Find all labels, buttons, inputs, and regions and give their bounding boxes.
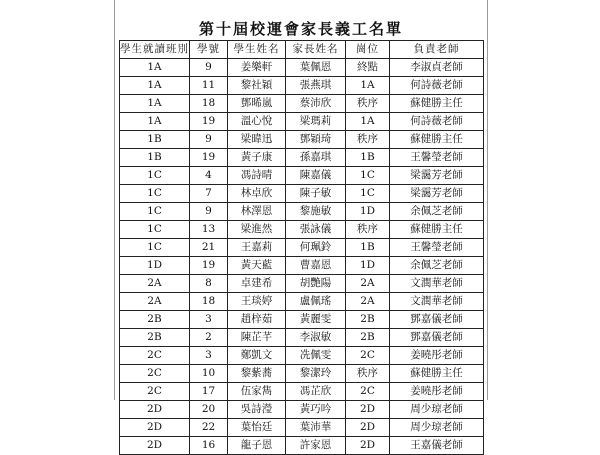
table-row (120, 347, 484, 365)
parent-name-cell: 黃巧吟 (286, 401, 346, 419)
student-name-cell: 王嘉莉 (228, 239, 286, 257)
table-row (120, 275, 484, 293)
header-student-number: 學號 (190, 41, 228, 59)
table-row (120, 437, 484, 455)
table-row (120, 113, 484, 131)
student-number-cell: 16 (190, 437, 228, 455)
teacher-cell: 梁靄芳老師 (390, 185, 484, 203)
student-number-cell: 3 (190, 347, 228, 365)
student-name-cell: 趙梓茹 (228, 311, 286, 329)
parent-name-cell: 蔡沛欣 (286, 95, 346, 113)
parent-name-cell: 葉佩恩 (286, 59, 346, 77)
student-name-cell: 黃天藍 (228, 257, 286, 275)
class-cell: 2D (120, 419, 190, 437)
teacher-cell: 何詩薇老師 (390, 113, 484, 131)
teacher-cell: 王馨瑩老師 (390, 149, 484, 167)
table-row (120, 311, 484, 329)
student-number-cell: 9 (190, 131, 228, 149)
student-number-cell: 11 (190, 77, 228, 95)
student-name-cell: 黎社穎 (228, 77, 286, 95)
teacher-cell: 周少琼老師 (390, 401, 484, 419)
table-row (120, 419, 484, 437)
class-cell: 1C (120, 185, 190, 203)
parent-name-cell: 馮芷欣 (286, 383, 346, 401)
student-name-cell: 鄧晞嵐 (228, 95, 286, 113)
post-cell: 1C (346, 167, 390, 185)
parent-name-cell: 黎施敏 (286, 203, 346, 221)
post-cell: 終點 (346, 59, 390, 77)
table-row (120, 185, 484, 203)
teacher-cell: 蘇健勝主任 (390, 131, 484, 149)
post-cell: 2D (346, 437, 390, 455)
student-number-cell: 7 (190, 185, 228, 203)
table-row (120, 203, 484, 221)
student-number-cell: 9 (190, 203, 228, 221)
student-number-cell: 19 (190, 149, 228, 167)
table-row (120, 365, 484, 383)
table-row (120, 131, 484, 149)
table-row (120, 167, 484, 185)
class-cell: 1A (120, 95, 190, 113)
table-row (120, 149, 484, 167)
student-number-cell: 9 (190, 59, 228, 77)
teacher-cell: 周少琼老師 (390, 419, 484, 437)
student-name-cell: 卓建希 (228, 275, 286, 293)
class-cell: 2C (120, 347, 190, 365)
post-cell: 秩序 (346, 221, 390, 239)
teacher-cell: 蘇健勝主任 (390, 365, 484, 383)
parent-name-cell: 冼佩雯 (286, 347, 346, 365)
post-cell: 秩序 (346, 95, 390, 113)
table-row (120, 293, 484, 311)
student-name-cell: 黎紫蕎 (228, 365, 286, 383)
teacher-cell: 余佩芝老師 (390, 203, 484, 221)
class-cell: 1D (120, 257, 190, 275)
class-cell: 1C (120, 221, 190, 239)
student-number-cell: 21 (190, 239, 228, 257)
student-number-cell: 19 (190, 257, 228, 275)
post-cell: 1D (346, 257, 390, 275)
class-cell: 1A (120, 77, 190, 95)
teacher-cell: 梁靄芳老師 (390, 167, 484, 185)
parent-name-cell: 黎潔玲 (286, 365, 346, 383)
student-number-cell: 8 (190, 275, 228, 293)
parent-name-cell: 葉沛華 (286, 419, 346, 437)
student-number-cell: 22 (190, 419, 228, 437)
parent-name-cell: 李淑敏 (286, 329, 346, 347)
student-number-cell: 2 (190, 329, 228, 347)
parent-name-cell: 張燕琪 (286, 77, 346, 95)
parent-name-cell: 陳子敏 (286, 185, 346, 203)
post-cell: 秩序 (346, 131, 390, 149)
table-row (120, 383, 484, 401)
class-cell: 2A (120, 275, 190, 293)
class-cell: 1C (120, 167, 190, 185)
student-number-cell: 18 (190, 293, 228, 311)
table-header-row (120, 41, 484, 59)
class-cell: 1A (120, 59, 190, 77)
post-cell: 1C (346, 185, 390, 203)
parent-name-cell: 張詠儀 (286, 221, 346, 239)
student-number-cell: 3 (190, 311, 228, 329)
teacher-cell: 文潤華老師 (390, 275, 484, 293)
header-class: 學生就讀班別 (120, 41, 190, 59)
post-cell: 1B (346, 149, 390, 167)
teacher-cell: 李淑貞老師 (390, 59, 484, 77)
teacher-cell: 文潤華老師 (390, 293, 484, 311)
student-number-cell: 10 (190, 365, 228, 383)
table-row (120, 59, 484, 77)
student-name-cell: 林澤恩 (228, 203, 286, 221)
post-cell: 2D (346, 419, 390, 437)
teacher-cell: 姜曉彤老師 (390, 383, 484, 401)
student-name-cell: 吳詩瀅 (228, 401, 286, 419)
table-row (120, 329, 484, 347)
document-title: 第十屆校運會家長義工名單 (198, 20, 403, 38)
teacher-cell: 蘇健勝主任 (390, 221, 484, 239)
post-cell: 2C (346, 383, 390, 401)
post-cell: 1D (346, 203, 390, 221)
class-cell: 2D (120, 437, 190, 455)
post-cell: 2A (346, 275, 390, 293)
class-cell: 1B (120, 149, 190, 167)
table-row (120, 401, 484, 419)
class-cell: 2B (120, 311, 190, 329)
class-cell: 2C (120, 365, 190, 383)
student-name-cell: 黃子康 (228, 149, 286, 167)
student-number-cell: 19 (190, 113, 228, 131)
class-cell: 2C (120, 383, 190, 401)
teacher-cell: 王嘉儀老師 (390, 437, 484, 455)
teacher-cell: 蘇健勝主任 (390, 95, 484, 113)
parent-name-cell: 許家恩 (286, 437, 346, 455)
student-name-cell: 陳芷芊 (228, 329, 286, 347)
post-cell: 1A (346, 113, 390, 131)
header-post: 崗位 (346, 41, 390, 59)
student-name-cell: 梁進然 (228, 221, 286, 239)
teacher-cell: 何詩薇老師 (390, 77, 484, 95)
volunteer-table (119, 40, 484, 455)
post-cell: 1A (346, 77, 390, 95)
student-name-cell: 溫心悅 (228, 113, 286, 131)
class-cell: 2B (120, 329, 190, 347)
student-name-cell: 葉怡廷 (228, 419, 286, 437)
table-row (120, 221, 484, 239)
post-cell: 2D (346, 401, 390, 419)
header-parent-name: 家長姓名 (286, 41, 346, 59)
class-cell: 1A (120, 113, 190, 131)
student-number-cell: 18 (190, 95, 228, 113)
class-cell: 2D (120, 401, 190, 419)
teacher-cell: 余佩芝老師 (390, 257, 484, 275)
parent-name-cell: 孫嘉琪 (286, 149, 346, 167)
table-row (120, 95, 484, 113)
post-cell: 1B (346, 239, 390, 257)
table-row (120, 77, 484, 95)
student-name-cell: 姜樂軒 (228, 59, 286, 77)
parent-name-cell: 梁瑪莉 (286, 113, 346, 131)
student-name-cell: 伍家雋 (228, 383, 286, 401)
parent-name-cell: 黃麗雯 (286, 311, 346, 329)
class-cell: 1C (120, 203, 190, 221)
table-row (120, 239, 484, 257)
table-row (120, 257, 484, 275)
teacher-cell: 姜曉彤老師 (390, 347, 484, 365)
post-cell: 2A (346, 293, 390, 311)
class-cell: 2A (120, 293, 190, 311)
parent-name-cell: 鄧穎琦 (286, 131, 346, 149)
student-name-cell: 馮詩晴 (228, 167, 286, 185)
student-number-cell: 4 (190, 167, 228, 185)
header-teacher: 負責老師 (390, 41, 484, 59)
post-cell: 秩序 (346, 365, 390, 383)
teacher-cell: 鄧嘉儀老師 (390, 311, 484, 329)
parent-name-cell: 何珮鈴 (286, 239, 346, 257)
student-name-cell: 林卓欣 (228, 185, 286, 203)
post-cell: 2C (346, 347, 390, 365)
header-student-name: 學生姓名 (228, 41, 286, 59)
teacher-cell: 鄧嘉儀老師 (390, 329, 484, 347)
parent-name-cell: 陳嘉儀 (286, 167, 346, 185)
student-name-cell: 梁暐迅 (228, 131, 286, 149)
student-number-cell: 13 (190, 221, 228, 239)
document-page (114, 0, 488, 451)
student-name-cell: 王琰婷 (228, 293, 286, 311)
class-cell: 1C (120, 239, 190, 257)
teacher-cell: 王馨瑩老師 (390, 239, 484, 257)
class-cell: 1B (120, 131, 190, 149)
parent-name-cell: 曹嘉恩 (286, 257, 346, 275)
post-cell: 2B (346, 329, 390, 347)
parent-name-cell: 盧佩瑤 (286, 293, 346, 311)
student-number-cell: 17 (190, 383, 228, 401)
student-name-cell: 龍子恩 (228, 437, 286, 455)
student-name-cell: 鄭凱文 (228, 347, 286, 365)
student-number-cell: 20 (190, 401, 228, 419)
parent-name-cell: 胡艷陽 (286, 275, 346, 293)
post-cell: 2B (346, 311, 390, 329)
